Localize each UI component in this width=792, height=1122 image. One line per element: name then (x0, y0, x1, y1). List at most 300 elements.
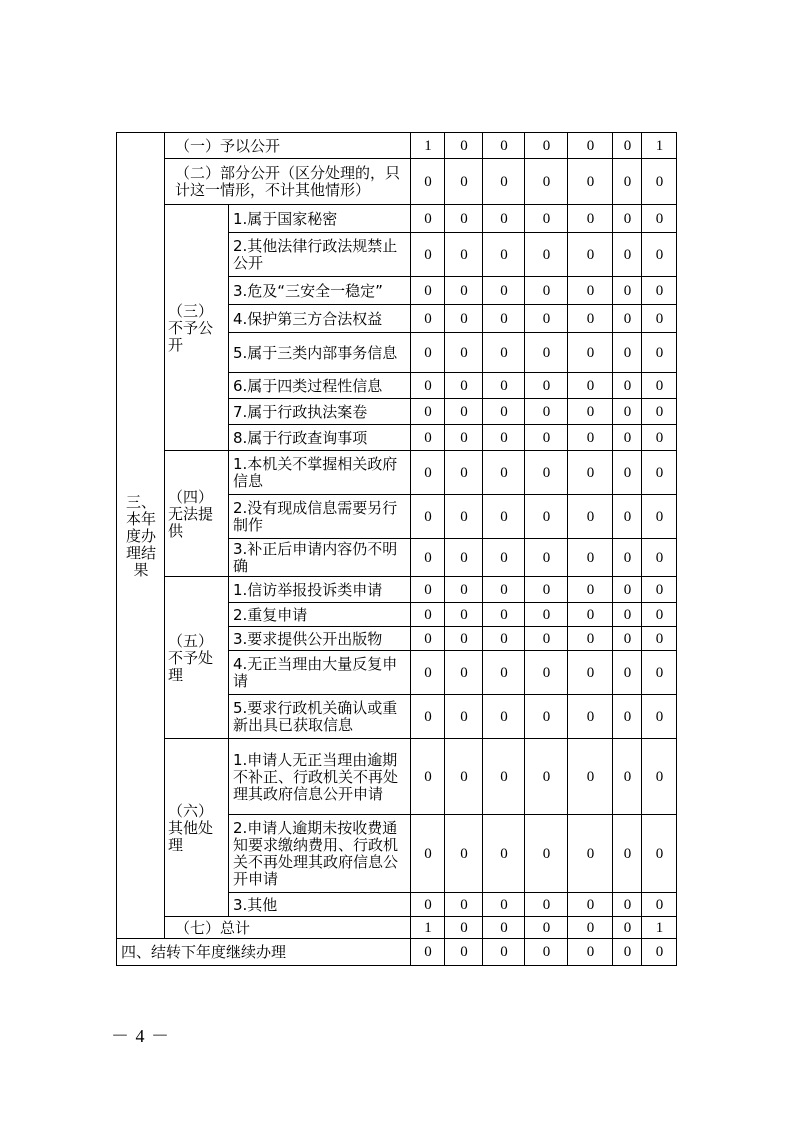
value-cell (444, 602, 483, 627)
value: 0 (623, 606, 632, 623)
value: 0 (424, 845, 432, 862)
value: 0 (460, 377, 468, 394)
value-cell (444, 450, 483, 495)
value: 0 (623, 664, 632, 681)
value: 0 (655, 630, 664, 647)
value-cell (482, 694, 525, 739)
row-label: 4.无正当理由大量反复申请 (233, 655, 398, 690)
value-cell (410, 304, 445, 333)
value: 0 (623, 377, 632, 394)
value: 0 (623, 282, 632, 299)
value: 0 (460, 403, 468, 420)
value: 0 (542, 944, 551, 960)
row-label-cell (228, 398, 411, 425)
value: 0 (542, 630, 551, 647)
value-cell (524, 738, 568, 815)
value-cell (410, 814, 445, 893)
value-cell (567, 158, 613, 205)
value: 0 (460, 606, 468, 623)
value: 0 (542, 429, 551, 446)
value: 0 (542, 919, 551, 936)
value: 0 (586, 310, 595, 327)
value: 0 (542, 464, 551, 481)
value-cell (410, 626, 445, 651)
value-cell (410, 916, 445, 939)
section3-title: 三、本年度办理结果 (125, 492, 156, 579)
value-cell (524, 694, 568, 739)
row-label: 2.没有现成信息需要另行制作 (233, 499, 398, 534)
row-label: （七）总计 (175, 918, 251, 937)
value: 0 (542, 768, 551, 785)
value-cell (444, 738, 483, 815)
value-cell (641, 232, 677, 277)
value-cell (612, 738, 642, 815)
value-cell (612, 814, 642, 893)
value: 0 (586, 377, 595, 394)
value-cell (612, 602, 642, 627)
value: 0 (424, 664, 432, 681)
value: 0 (542, 282, 551, 299)
value: 0 (586, 344, 595, 361)
value-cell (612, 576, 642, 603)
value: 0 (500, 845, 508, 862)
value: 1 (655, 137, 664, 154)
value: 0 (460, 210, 468, 227)
row-label-cell (116, 938, 411, 966)
value-cell (524, 494, 568, 539)
value-cell (410, 276, 445, 305)
value: 0 (460, 845, 468, 862)
value: 0 (586, 210, 595, 227)
value-cell (524, 538, 568, 577)
value-cell (567, 694, 613, 739)
value-cell (524, 602, 568, 627)
row-label-cell (228, 304, 411, 333)
value-cell (524, 398, 568, 425)
value-cell (444, 276, 483, 305)
value-cell (524, 332, 568, 373)
value: 0 (424, 944, 432, 960)
row-label: 1.本机关不掌握相关政府信息 (233, 455, 398, 490)
value: 0 (586, 919, 595, 936)
value: 0 (586, 708, 595, 725)
row-label-cell (228, 494, 411, 539)
value: 0 (623, 464, 632, 481)
value: 0 (655, 377, 664, 394)
value-cell (567, 650, 613, 695)
value: 0 (500, 282, 508, 299)
table-border-bottom (116, 965, 677, 966)
value-cell (482, 538, 525, 577)
value-cell (567, 538, 613, 577)
value: 0 (460, 137, 468, 154)
row-label-cell (228, 232, 411, 277)
value-cell (444, 232, 483, 277)
value-cell (612, 372, 642, 399)
value-cell (482, 450, 525, 495)
value-cell (444, 650, 483, 695)
value: 0 (542, 377, 551, 394)
row-label-cell (228, 276, 411, 305)
value-cell (444, 132, 483, 159)
value: 0 (586, 944, 595, 960)
value: 0 (500, 549, 508, 566)
value: 0 (623, 896, 632, 913)
value: 0 (586, 429, 595, 446)
value-cell (524, 132, 568, 159)
value: 0 (655, 282, 664, 299)
value: 0 (586, 508, 595, 525)
value-cell (410, 204, 445, 233)
value: 0 (655, 464, 664, 481)
value-cell (410, 424, 445, 451)
value: 0 (424, 246, 432, 263)
value: 0 (655, 210, 664, 227)
value-cell (444, 398, 483, 425)
value: 0 (542, 344, 551, 361)
value-cell (612, 232, 642, 277)
value-cell (482, 738, 525, 815)
value: 0 (424, 896, 432, 913)
value: 0 (655, 508, 664, 525)
value-cell (612, 398, 642, 425)
value: 0 (424, 464, 432, 481)
value: 0 (542, 606, 551, 623)
value: 0 (500, 210, 508, 227)
value-cell (641, 398, 677, 425)
value-cell (612, 276, 642, 305)
value-cell (524, 232, 568, 277)
row-label-cell (228, 332, 411, 373)
value-cell (524, 158, 568, 205)
value-cell (444, 892, 483, 917)
value: 0 (500, 464, 508, 481)
value-cell (641, 450, 677, 495)
value-cell (444, 158, 483, 205)
value: 0 (460, 919, 468, 936)
value: 0 (542, 508, 551, 525)
value: 0 (586, 664, 595, 681)
value: 1 (655, 919, 664, 936)
value-cell (567, 276, 613, 305)
value-cell (444, 304, 483, 333)
row-label-cell (228, 424, 411, 451)
group-refuse-disclose-label: （三）不予公开 (168, 301, 214, 354)
row-label: 6.属于四类过程性信息 (233, 376, 383, 395)
group-other-handling (164, 738, 229, 917)
value-cell (641, 372, 677, 399)
value: 0 (500, 344, 508, 361)
value-cell (444, 916, 483, 939)
value: 0 (542, 403, 551, 420)
value: 0 (500, 606, 508, 623)
value-cell (482, 814, 525, 893)
value-cell (612, 450, 642, 495)
group-cannot-provide (164, 450, 229, 577)
value: 0 (460, 282, 468, 299)
value: 0 (623, 310, 632, 327)
value-cell (444, 626, 483, 651)
value-cell (410, 602, 445, 627)
value: 0 (586, 896, 595, 913)
row-label-cell (164, 916, 411, 939)
value: 0 (424, 344, 432, 361)
value-cell (641, 158, 677, 205)
value: 0 (424, 282, 432, 299)
value-cell (641, 626, 677, 651)
value: 0 (424, 429, 432, 446)
value: 0 (623, 429, 632, 446)
value: 0 (623, 845, 632, 862)
value-cell (567, 232, 613, 277)
value-cell (612, 938, 642, 966)
value: 0 (655, 581, 664, 598)
value: 0 (623, 944, 632, 960)
value: 1 (424, 137, 432, 154)
row-label-cell (228, 450, 411, 495)
row-label: 2.申请人逾期未按收费通知要求缴纳费用、行政机关不再处理其政府信息公开申请 (233, 819, 399, 888)
value-cell (482, 232, 525, 277)
value-cell (444, 938, 483, 966)
value: 0 (500, 403, 508, 420)
value: 0 (655, 845, 664, 862)
value-cell (641, 916, 677, 939)
value: 0 (460, 344, 468, 361)
value-cell (612, 332, 642, 373)
value-cell (482, 892, 525, 917)
value: 0 (655, 310, 664, 327)
row-label-cell (228, 538, 411, 577)
value-cell (641, 132, 677, 159)
row-label: 7.属于行政执法案卷 (233, 402, 368, 421)
value-cell (641, 892, 677, 917)
value: 0 (655, 944, 664, 960)
section3-header-cell (116, 132, 165, 939)
row-label-cell (228, 372, 411, 399)
value-cell (444, 204, 483, 233)
value-cell (612, 694, 642, 739)
value-cell (482, 276, 525, 305)
value: 0 (586, 549, 595, 566)
value: 0 (623, 137, 632, 154)
value: 0 (500, 508, 508, 525)
value: 0 (655, 664, 664, 681)
value-cell (524, 626, 568, 651)
table-border-right (676, 132, 677, 966)
value: 0 (500, 664, 508, 681)
value: 0 (500, 944, 508, 960)
value: 0 (586, 137, 595, 154)
value: 0 (623, 919, 632, 936)
value-cell (524, 424, 568, 451)
value-cell (612, 626, 642, 651)
value: 0 (542, 845, 551, 862)
value-cell (482, 204, 525, 233)
group-refuse-disclose (164, 204, 229, 451)
value: 0 (460, 944, 468, 960)
value-cell (612, 494, 642, 539)
value: 0 (623, 173, 632, 190)
row-label-cell (228, 694, 411, 739)
value-cell (524, 450, 568, 495)
value-cell (410, 694, 445, 739)
value: 0 (586, 464, 595, 481)
value: 0 (586, 630, 595, 647)
value: 0 (460, 768, 468, 785)
value: 0 (424, 508, 432, 525)
value: 0 (460, 464, 468, 481)
value: 0 (542, 549, 551, 566)
row-label: （二）部分公开（区分处理的，只计这一情形，不计其他情形） (175, 164, 401, 199)
value-cell (641, 814, 677, 893)
value-cell (612, 204, 642, 233)
value-cell (524, 276, 568, 305)
value: 0 (542, 137, 551, 154)
value-cell (524, 892, 568, 917)
value: 0 (586, 581, 595, 598)
value: 0 (424, 377, 432, 394)
row-label: 3.危及“三安全一稳定” (233, 281, 383, 300)
value-cell (482, 132, 525, 159)
value-cell (567, 814, 613, 893)
value-cell (444, 494, 483, 539)
value: 0 (542, 896, 551, 913)
value-cell (524, 304, 568, 333)
value: 0 (586, 403, 595, 420)
value-cell (641, 738, 677, 815)
value-cell (410, 738, 445, 815)
value: 0 (542, 210, 551, 227)
value-cell (482, 916, 525, 939)
value-cell (482, 398, 525, 425)
row-label: 2.重复申请 (233, 605, 308, 624)
value: 0 (460, 549, 468, 566)
value: 0 (424, 173, 432, 190)
value-cell (410, 398, 445, 425)
value-cell (444, 694, 483, 739)
row-label-cell (228, 650, 411, 695)
value-cell (524, 916, 568, 939)
value-cell (641, 650, 677, 695)
value-cell (641, 304, 677, 333)
value: 0 (655, 768, 664, 785)
row-label-cell (228, 204, 411, 233)
value-cell (567, 938, 613, 966)
value-cell (567, 204, 613, 233)
value-cell (444, 424, 483, 451)
value: 0 (424, 403, 432, 420)
row-label: 4.保护第三方合法权益 (233, 309, 383, 328)
value-cell (567, 916, 613, 939)
value-cell (482, 158, 525, 205)
value-cell (612, 538, 642, 577)
group-other-handling-label: （六）其他处理 (168, 801, 214, 854)
value: 0 (460, 630, 468, 647)
value: 0 (424, 708, 432, 725)
value: 0 (623, 768, 632, 785)
value: 0 (542, 708, 551, 725)
value-cell (641, 576, 677, 603)
value-cell (444, 372, 483, 399)
value: 0 (460, 708, 468, 725)
value: 0 (500, 581, 508, 598)
group-not-processed (164, 576, 229, 739)
value: 0 (460, 581, 468, 598)
value: 0 (500, 630, 508, 647)
value-cell (482, 304, 525, 333)
value-cell (444, 538, 483, 577)
row-label-cell (228, 738, 411, 815)
value: 0 (460, 664, 468, 681)
value-cell (612, 158, 642, 205)
value: 0 (500, 429, 508, 446)
value-cell (482, 372, 525, 399)
value: 0 (655, 344, 664, 361)
value-cell (410, 892, 445, 917)
value-cell (612, 650, 642, 695)
value-cell (410, 232, 445, 277)
row-label-cell (228, 602, 411, 627)
value-cell (410, 158, 445, 205)
value: 0 (623, 246, 632, 263)
value: 0 (586, 606, 595, 623)
value-cell (482, 424, 525, 451)
value: 0 (586, 246, 595, 263)
value-cell (482, 938, 525, 966)
value: 0 (542, 310, 551, 327)
value: 0 (500, 919, 508, 936)
value: 0 (460, 429, 468, 446)
value-cell (524, 814, 568, 893)
value-cell (612, 304, 642, 333)
value-cell (410, 650, 445, 695)
value-cell (641, 204, 677, 233)
value: 0 (424, 606, 432, 623)
value-cell (482, 494, 525, 539)
row-label: 5.要求行政机关确认或重新出具已获取信息 (233, 699, 398, 734)
row-label-cell (228, 576, 411, 603)
value-cell (482, 650, 525, 695)
value-cell (444, 576, 483, 603)
value: 0 (655, 549, 664, 566)
row-label: 1.申请人无正当理由逾期不补正、行政机关不再处理其政府信息公开申请 (233, 750, 399, 803)
page-number: － 4 － (111, 1026, 170, 1046)
value: 0 (623, 549, 632, 566)
value-cell (567, 398, 613, 425)
row-label-cell (228, 814, 411, 893)
row-label-cell (164, 158, 411, 205)
value: 0 (623, 210, 632, 227)
row-label-cell (164, 132, 411, 159)
value-cell (444, 814, 483, 893)
value: 0 (655, 429, 664, 446)
row-label-cell (228, 626, 411, 651)
value-cell (567, 372, 613, 399)
value-cell (641, 424, 677, 451)
value: 0 (424, 549, 432, 566)
value-cell (612, 916, 642, 939)
value: 0 (500, 768, 508, 785)
value-cell (410, 494, 445, 539)
value: 0 (460, 896, 468, 913)
row-label: 3.要求提供公开出版物 (233, 629, 383, 648)
value: 0 (655, 173, 664, 190)
value-cell (410, 538, 445, 577)
value: 0 (500, 310, 508, 327)
value-cell (612, 892, 642, 917)
value-cell (567, 132, 613, 159)
value: 0 (424, 310, 432, 327)
